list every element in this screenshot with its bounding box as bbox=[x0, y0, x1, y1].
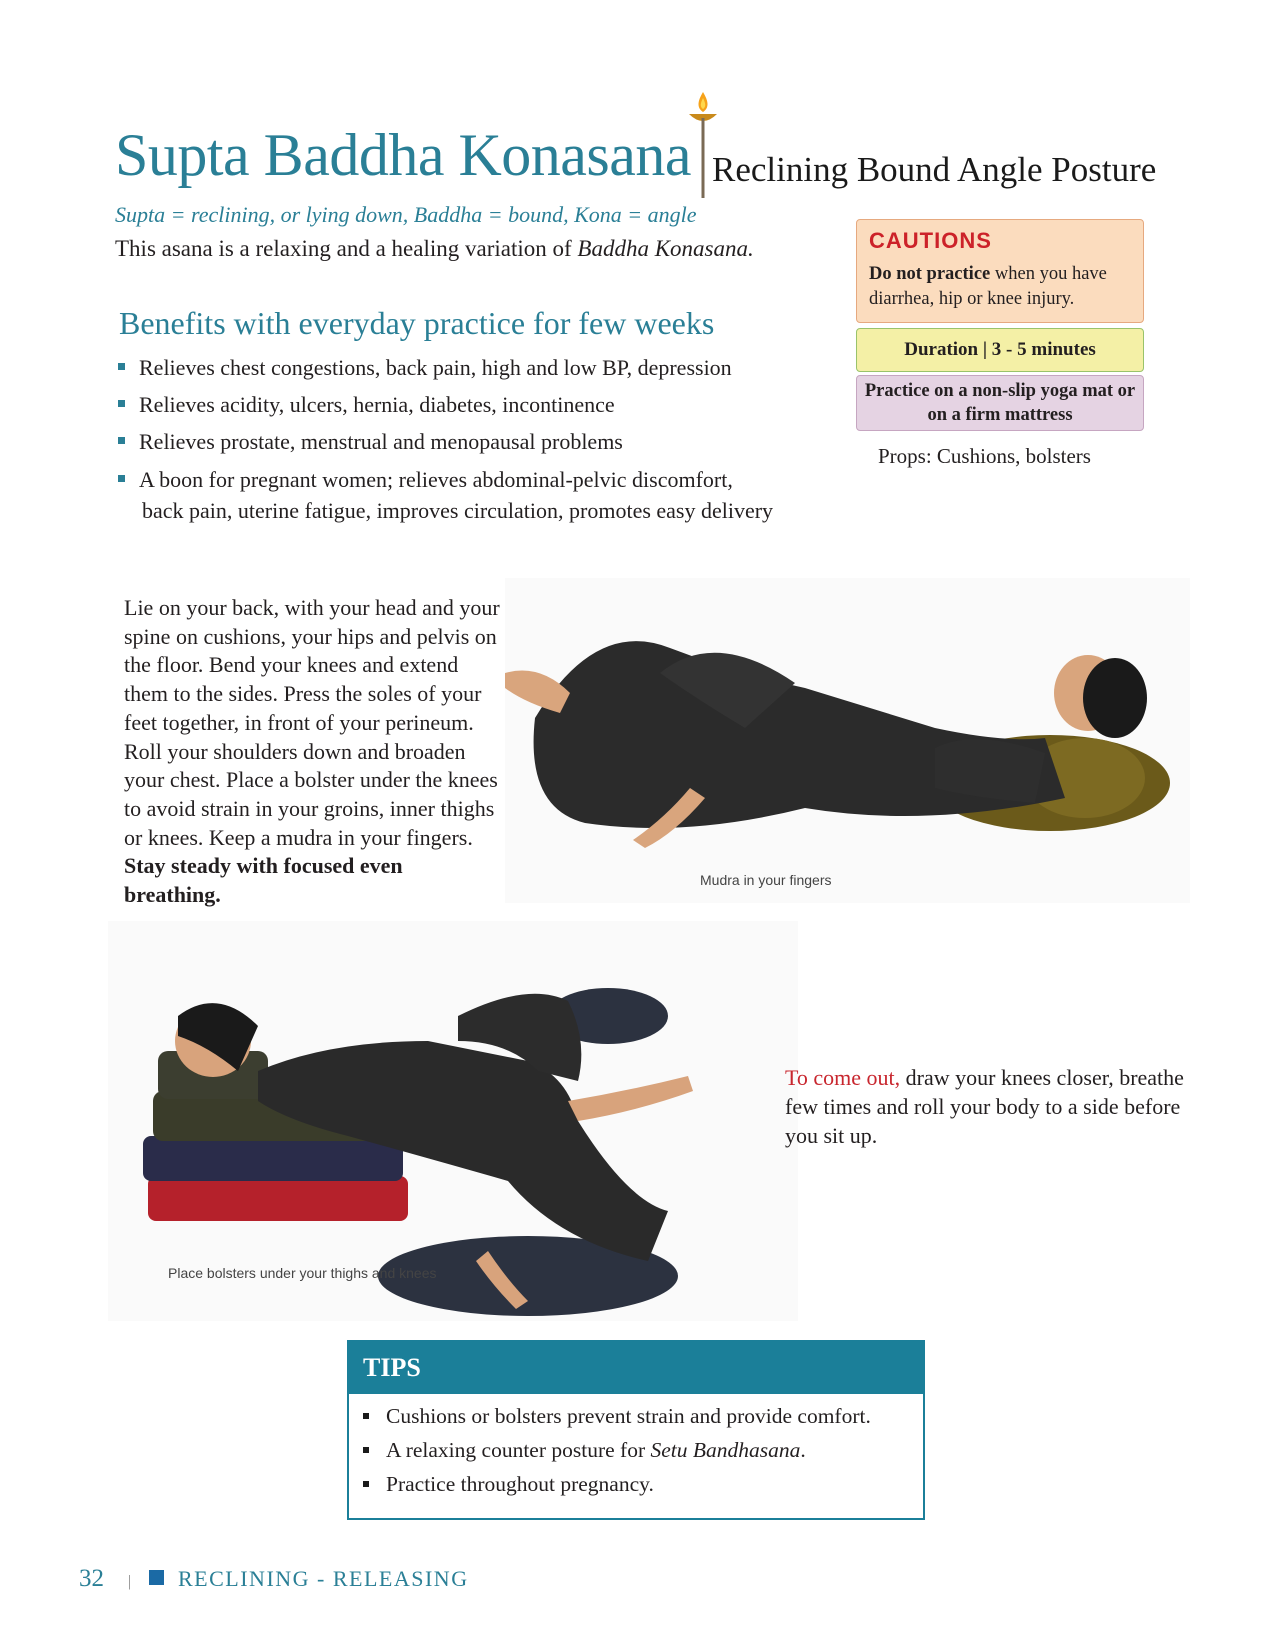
bullet-square-icon bbox=[118, 363, 125, 370]
pose-photo-mudra bbox=[505, 578, 1190, 903]
bullet-icon bbox=[363, 1413, 369, 1419]
practice-surface-box: Practice on a non-slip yoga mat or on a firm mattress bbox=[856, 375, 1144, 431]
tips-box bbox=[347, 1340, 925, 1520]
duration-box: Duration | 3 - 5 minutes bbox=[856, 328, 1144, 372]
list-item: Cushions or bolsters prevent strain and provide comfort. bbox=[363, 1404, 871, 1429]
bullet-icon bbox=[363, 1481, 369, 1487]
footer-separator: | bbox=[128, 1573, 132, 1590]
list-item: A boon for pregnant women; relieves abdominal-pelvic discomfort, back pain, uterine fatigue, improves circulation, promotes easy delivery bbox=[118, 464, 773, 526]
bullet-square-icon bbox=[118, 400, 125, 407]
list-item: Practice throughout pregnancy. bbox=[363, 1472, 654, 1497]
cautions-box bbox=[856, 219, 1144, 323]
come-out-text: To come out, draw your knees closer, breathe few times and roll your body to a side before you sit up. bbox=[785, 1065, 1184, 1148]
pose-photo-bolsters bbox=[108, 921, 798, 1321]
page-number: 32 bbox=[79, 1565, 104, 1592]
cautions-text: Do not practice when you have diarrhea, hip or knee injury. bbox=[869, 264, 1107, 309]
instructions-text: Lie on your back, with your head and your spine on cushions, your hips and pelvis on the floor. Bend your knees and extend them to the sides. Press the soles of your feet together, in front of your perineum. Roll your shoulders down and broaden your chest. Place a bolster under the knees to avoid strain in your groins, inner thighs or knees. Keep a mudra in your fingers. Stay steady with focused even breathing. bbox=[124, 595, 500, 908]
cautions-title: CAUTIONS bbox=[869, 228, 992, 253]
page-subtitle: Reclining Bound Angle Posture bbox=[712, 150, 1157, 189]
props-text: Props: Cushions, bolsters bbox=[878, 444, 1091, 468]
tips-heading: TIPS bbox=[349, 1342, 923, 1394]
sanskrit-translation: Supta = reclining, or lying down, Baddha = bound, Kona = angle bbox=[115, 202, 697, 227]
list-item: A relaxing counter posture for Setu Bandhasana. bbox=[363, 1438, 806, 1463]
list-item: Relieves acidity, ulcers, hernia, diabetes, incontinence bbox=[118, 389, 615, 420]
page-title: Supta Baddha Konasana bbox=[115, 122, 692, 188]
benefits-heading: Benefits with everyday practice for few weeks bbox=[119, 305, 715, 341]
photo-caption: Place bolsters under your thighs and knees bbox=[168, 1265, 437, 1281]
bullet-square-icon bbox=[118, 437, 125, 444]
bullet-icon bbox=[363, 1447, 369, 1453]
list-item: Relieves chest congestions, back pain, high and low BP, depression bbox=[118, 352, 732, 383]
section-marker-icon bbox=[149, 1570, 164, 1585]
list-item: Relieves prostate, menstrual and menopausal problems bbox=[118, 426, 623, 457]
photo-caption: Mudra in your fingers bbox=[700, 872, 832, 888]
section-title: RECLINING - RELEASING bbox=[178, 1566, 469, 1591]
bullet-square-icon bbox=[118, 475, 125, 482]
intro-text: This asana is a relaxing and a healing variation of Baddha Konasana. bbox=[115, 236, 754, 261]
